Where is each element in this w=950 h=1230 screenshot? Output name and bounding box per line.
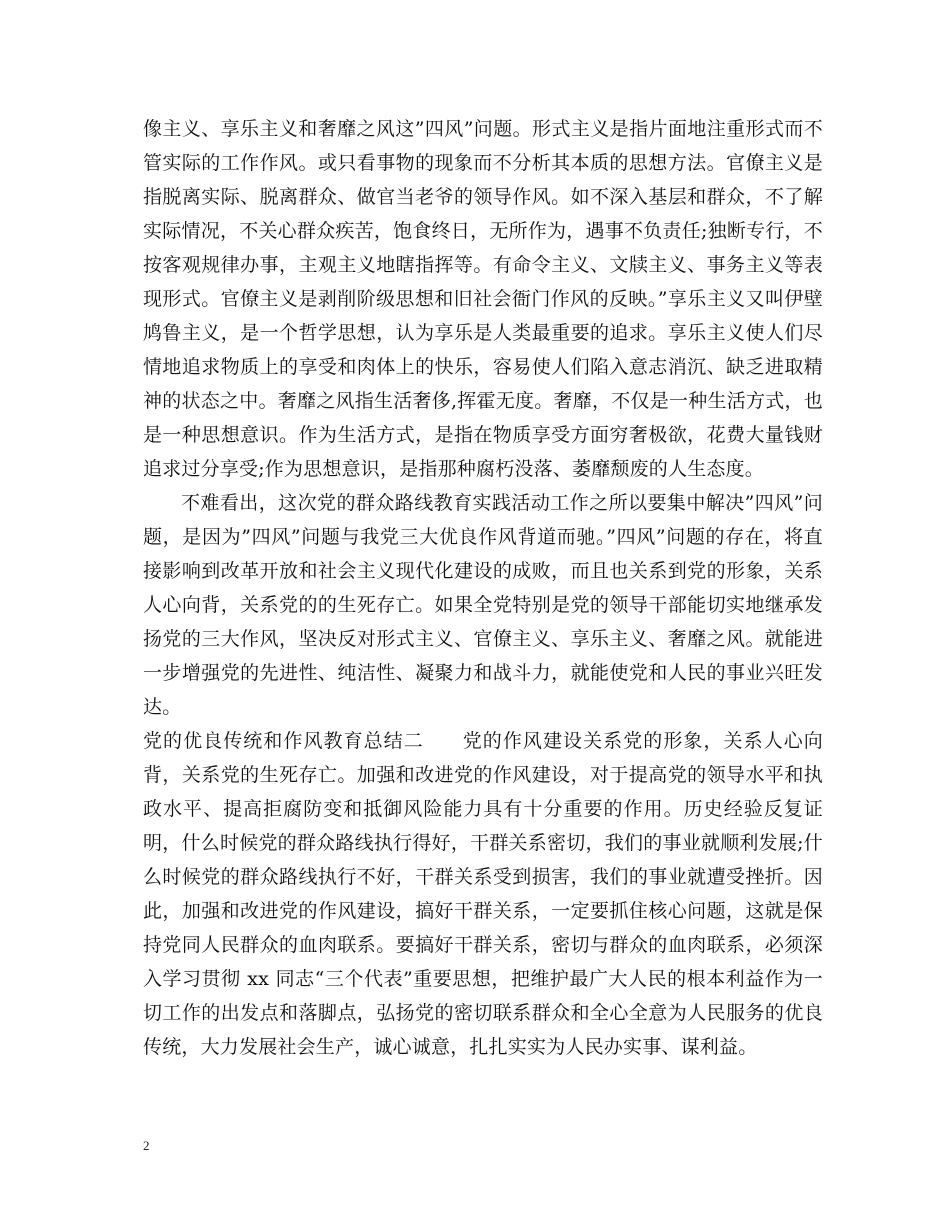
paragraph-four-winds-significance: 不难看出，这次党的群众路线教育实践活动工作之所以要集中解决”四风”问题，是因为”四风”问题与我党三大优良作风背道而驰。”四风”问题的存在，将直接影响到改革开放和社会主义现代化建设的成败，而且也关系到党的形象，关系人心向背，关系党的的生死存亡。如果全党特别是党的领导干部能切实地继承发扬党的三大作风，坚决反对形式主义、官僚主义、享乐主义、奢靡之风。就能进一步增强党的先进性、纯洁性、凝聚力和战斗力，就能使党和人民的事业兴旺发达。 — [143, 492, 823, 718]
page-number: 2 — [143, 1138, 150, 1153]
document-body — [143, 112, 823, 1064]
paragraph-four-winds-definitions: 像主义、享乐主义和奢靡之风这”四风”问题。形式主义是指片面地注重形式而不管实际的工作作风。或只看事物的现象而不分析其本质的思想方法。官僚主义是指脱离实际、脱离群众、做官当老爷的领导作风。如不深入基层和群众，不了解实际情况，不关心群众疾苦，饱食终日，无所作为，遇事不负责任;独断专行，不按客观规律办事，主观主义地瞎指挥等。有命令主义、文牍主义、事务主义等表现形式。官僚主义是剥削阶级思想和旧社会衙门作风的反映。”享乐主义又叫伊壁鸠鲁主义，是一个哲学思想，认为享乐是人类最重要的追求。享乐主义使人们尽情地追求物质上的享受和肉体上的快乐，容易使人们陷入意志消沉、缺乏进取精神的状态之中。奢靡之风指生活奢侈,挥霍无度。奢靡，不仅是一种生活方式，也是一种思想意识。作为生活方式，是指在物质享受方面穷奢极欲，花费大量钱财追求过分享受;作为思想意识，是指那种腐朽没落、萎靡颓废的人生态度。 — [143, 118, 823, 480]
section-body-text: 党的作风建设关系党的形象，关系人心向背，关系党的生死存亡。加强和改进党的作风建设，对于提高党的领导水平和执政水平、提高拒腐防变和抵御风险能力具有十分重要的作用。历史经验反复证明，什么时候党的群众路线执行得好，干群关系密切，我们的事业就顺利发展;什么时候党的群众路线执行不好，干群关系受到损害，我们的事业就遭受挫折。因此，加强和改进党的作风建设，搞好干群关系，一定要抓住核心问题，这就是保持党同人民群众的血肉联系。要搞好干群关系，密切与群众的血肉联系，必须深入学习贯彻 xx 同志“三个代表”重要思想，把维护最广大人民的根本利益作为一切工作的出发点和落脚点，弘扬党的密切联系群众和全心全意为人民服务的优良传统，大力发展社会生产，诚心诚意，扎扎实实为人民办实事、谋利益。 — [143, 730, 823, 1058]
section-two-paragraph — [143, 724, 823, 1064]
section-title: 党的优良传统和作风教育总结二 — [143, 730, 424, 752]
